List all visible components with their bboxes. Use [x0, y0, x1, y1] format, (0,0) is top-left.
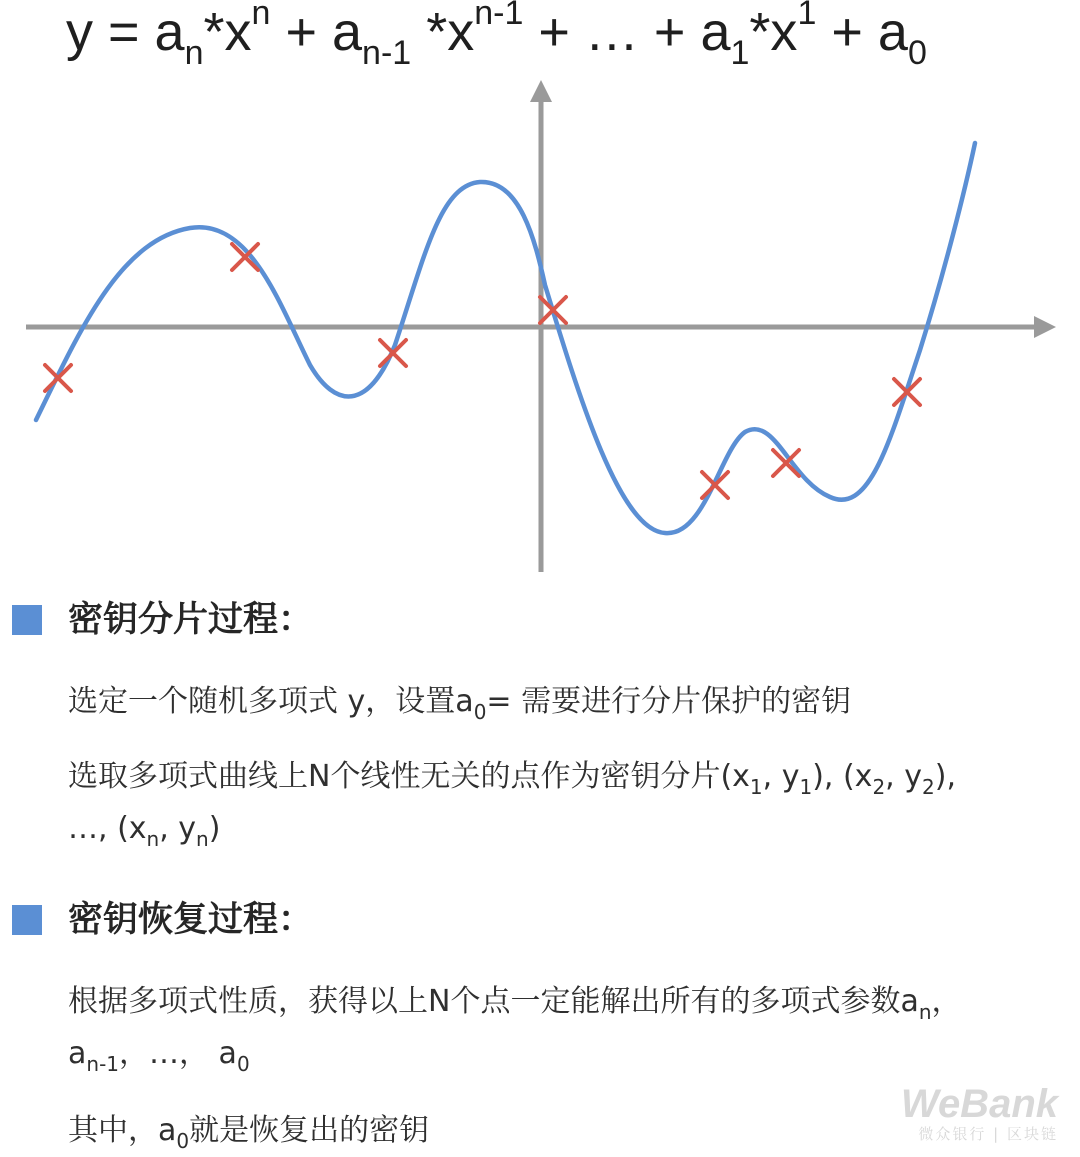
polynomial-curve	[36, 143, 975, 533]
section-heading-key-recovery: 密钥恢复过程：	[68, 900, 314, 940]
webank-subtitle: 微众银行 | 区块链	[918, 1125, 1058, 1143]
key-recovery-step-2: 其中，$a_0$就是恢复出的密钥	[68, 1113, 430, 1153]
section-bullet-square	[12, 605, 42, 635]
webank-logo: WeBank	[900, 1082, 1058, 1126]
key-share-points	[45, 244, 920, 498]
key-share-point-marker	[45, 365, 71, 391]
section-bullet-square	[12, 905, 42, 935]
key-recovery-step-1: 根据多项式性质，获得以上N个点一定能解出所有的多项式参数$a_n$， $a_{n-1}$，…， $a_0$	[68, 984, 962, 1076]
section-heading-key-sharding: 密钥分片过程：	[68, 600, 314, 640]
key-sharding-step-2: 选取多项式曲线上N个线性无关的点作为密钥分片($x_1$, $y_1$), ($x_2$, $y_2$), …, ($x_n$, $y_n$)	[68, 759, 956, 851]
key-share-point-marker	[702, 472, 728, 498]
polynomial-formula: $y = a_n*x^n + a_{n-1}$ $*x^{n-1}$ + … + $a_1*x^1 + a_0$	[66, 0, 927, 72]
key-sharding-step-1: 选定一个随机多项式 y，设置$a_0=$ 需要进行分片保护的密钥	[68, 684, 852, 724]
key-share-point-marker	[540, 297, 566, 323]
